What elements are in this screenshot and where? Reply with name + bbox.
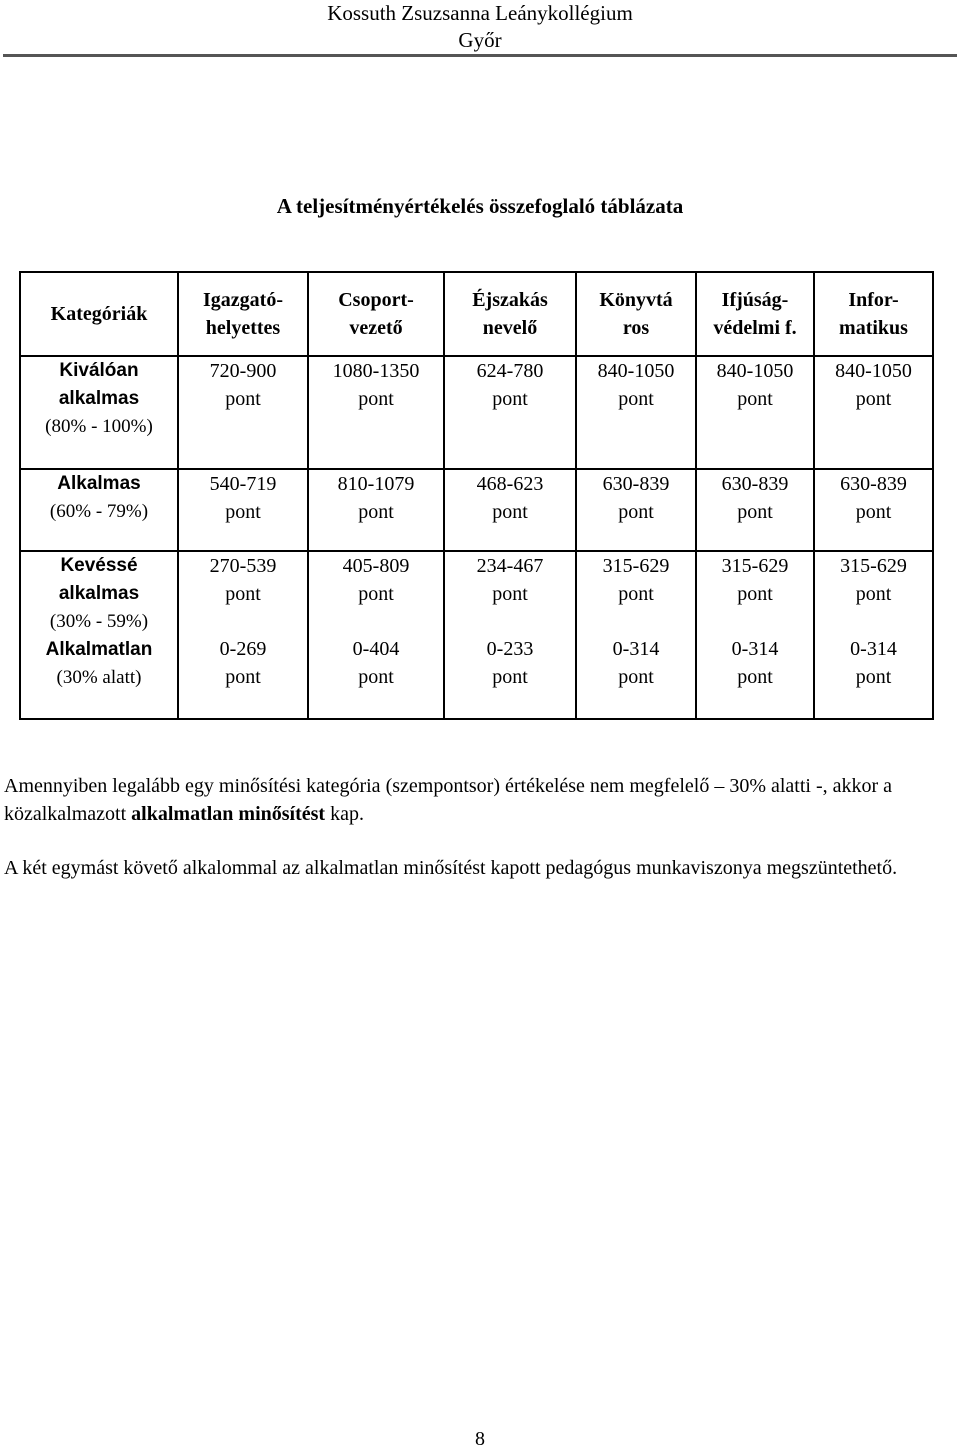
- score-cell: 315-629 pont 0-314 pont: [576, 551, 696, 719]
- summary-table: [19, 271, 934, 720]
- page-number: 8: [475, 1428, 485, 1450]
- paragraph-unsuitable-rule: [4, 772, 956, 828]
- column-header-deputy: Igazgató- helyettes: [178, 272, 308, 356]
- page-header: [0, 0, 960, 54]
- paragraph-text: kap.: [325, 803, 364, 825]
- category-cell: Kevéssé alkalmas (30% - 59%) Alkalmatlan (30% alatt): [20, 551, 178, 719]
- score-cell: 630-839 pont: [814, 469, 933, 551]
- column-header-youth-protection: Ifjúság- védelmi f.: [696, 272, 814, 356]
- header-divider: [3, 54, 957, 57]
- document-title: A teljesítményértékelés összefoglaló táblázata: [276, 194, 684, 218]
- score-cell: 315-629 pont 0-314 pont: [814, 551, 933, 719]
- table-row: [20, 551, 933, 719]
- score-cell: 468-623 pont: [444, 469, 576, 551]
- category-cell: Kiválóan alkalmas (80% - 100%): [20, 356, 178, 469]
- category-cell: Alkalmas (60% - 79%): [20, 469, 178, 551]
- score-cell: 270-539 pont 0-269 pont: [178, 551, 308, 719]
- score-cell: 810-1079 pont: [308, 469, 444, 551]
- score-cell: 840-1050 pont: [696, 356, 814, 469]
- table-row: [20, 356, 933, 469]
- city-name: Győr: [458, 28, 502, 52]
- score-cell: 624-780 pont: [444, 356, 576, 469]
- paragraph-termination-rule: A két egymást követő alkalommal az alkalmatlan minősítést kapott pedagógus munkaviszonya megszüntethető.: [4, 857, 898, 879]
- score-cell: 840-1050 pont: [576, 356, 696, 469]
- score-cell: 1080-1350 pont: [308, 356, 444, 469]
- score-cell: 405-809 pont 0-404 pont: [308, 551, 444, 719]
- score-cell: 630-839 pont: [576, 469, 696, 551]
- score-cell: 720-900 pont: [178, 356, 308, 469]
- emphasis-text: alkalmatlan minősítést: [131, 803, 326, 825]
- score-cell: 315-629 pont 0-314 pont: [696, 551, 814, 719]
- institution-name: Kossuth Zsuzsanna Leánykollégium: [327, 1, 633, 25]
- table-header-row: [20, 272, 933, 356]
- score-cell: 234-467 pont 0-233 pont: [444, 551, 576, 719]
- paragraph-text: Amennyiben legalább egy minősítési kategória (szempontsor) értékelése nem megfelelő – 30% alatti -, akkor a közalkalmazott: [4, 775, 893, 825]
- table-row: [20, 469, 933, 551]
- score-cell: 540-719 pont: [178, 469, 308, 551]
- score-cell: 630-839 pont: [696, 469, 814, 551]
- column-header-it: Infor- matikus: [814, 272, 933, 356]
- column-header-group-leader: Csoport- vezető: [308, 272, 444, 356]
- column-header-night-educator: Éjszakás nevelő: [444, 272, 576, 356]
- column-header-librarian: Könyvtá ros: [576, 272, 696, 356]
- column-header-categories: Kategóriák: [20, 272, 178, 356]
- score-cell: 840-1050 pont: [814, 356, 933, 469]
